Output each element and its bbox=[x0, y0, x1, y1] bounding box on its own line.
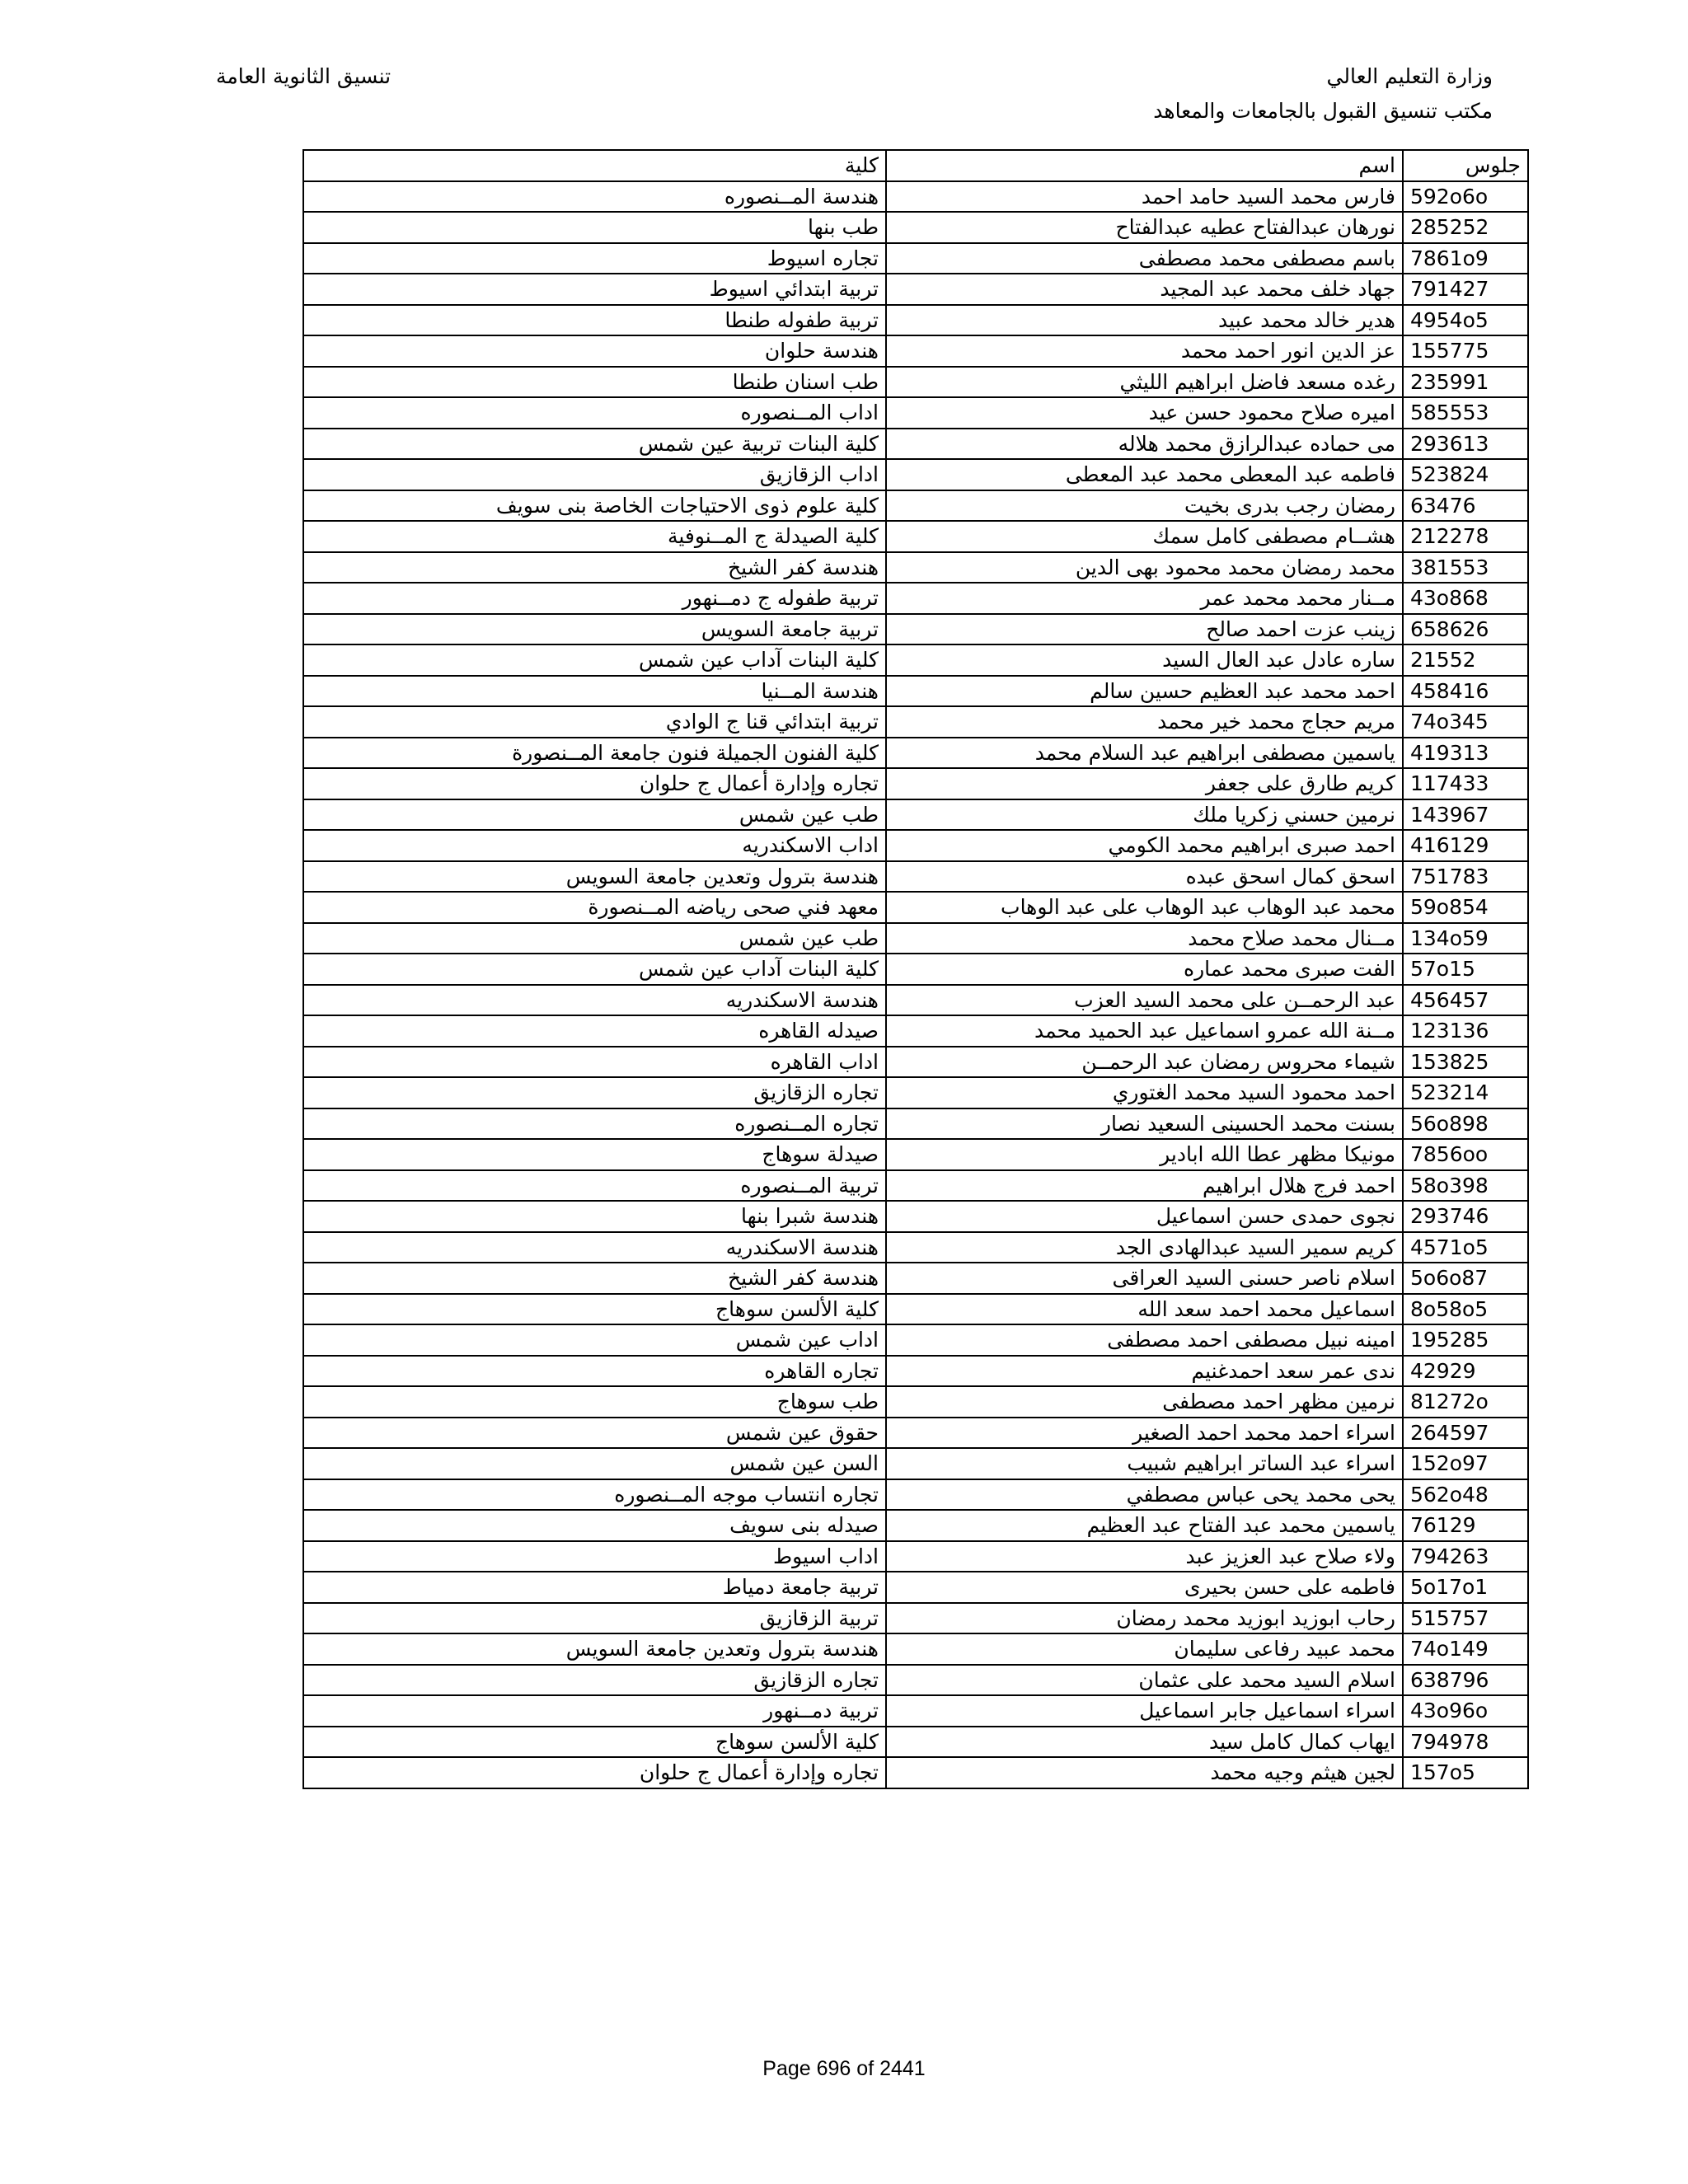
faculty-cell: هندسة حلوان bbox=[303, 335, 886, 367]
table-row bbox=[303, 1047, 1528, 1078]
seat-number-cell: 456457 bbox=[1403, 985, 1528, 1016]
faculty-cell: هندسة الاسكندريه bbox=[303, 1232, 886, 1263]
name-cell: مــنار محمد محمد عمر bbox=[886, 583, 1403, 614]
name-cell: رحاب ابوزيد ابوزيد محمد رمضان bbox=[886, 1603, 1403, 1634]
table-row bbox=[303, 954, 1528, 985]
table-row bbox=[303, 1479, 1528, 1511]
faculty-cell: كلية علوم ذوى الاحتياجات الخاصة بنى سويف bbox=[303, 490, 886, 522]
faculty-cell: تجاره الزقازيق bbox=[303, 1077, 886, 1108]
name-cell: محمد عبد الوهاب عبد الوهاب على عبد الوهاب bbox=[886, 892, 1403, 923]
name-cell: باسم مصطفى محمد مصطفى bbox=[886, 243, 1403, 274]
name-cell: رمضان رجب بدرى بخيت bbox=[886, 490, 1403, 522]
faculty-cell: تربية طفوله طنطا bbox=[303, 305, 886, 336]
table-row bbox=[303, 1633, 1528, 1665]
faculty-cell: تجاره الزقازيق bbox=[303, 1665, 886, 1696]
seat-number-cell: 293613 bbox=[1403, 429, 1528, 460]
faculty-cell: تربية المــنصوره bbox=[303, 1170, 886, 1202]
seat-number-cell: 7861o9 bbox=[1403, 243, 1528, 274]
table-row bbox=[303, 799, 1528, 831]
faculty-cell: تجاره المــنصوره bbox=[303, 1108, 886, 1140]
name-cell: ايهاب كمال كامل سيد bbox=[886, 1727, 1403, 1758]
name-cell: زينب عزت احمد صالح bbox=[886, 614, 1403, 645]
table-row bbox=[303, 1263, 1528, 1294]
seat-number-cell: 523824 bbox=[1403, 459, 1528, 490]
table-row bbox=[303, 768, 1528, 799]
faculty-cell: طب عين شمس bbox=[303, 923, 886, 954]
name-cell: ياسمين مصطفى ابراهيم عبد السلام محمد bbox=[886, 738, 1403, 769]
seat-number-cell: 74o149 bbox=[1403, 1633, 1528, 1665]
seat-number-cell: 523214 bbox=[1403, 1077, 1528, 1108]
name-cell: هشــام مصطفى كامل سمك bbox=[886, 521, 1403, 552]
faculty-cell: تربية جامعة السويس bbox=[303, 614, 886, 645]
name-cell: اسماعيل محمد احمد سعد الله bbox=[886, 1294, 1403, 1325]
seat-number-cell: 638796 bbox=[1403, 1665, 1528, 1696]
name-cell: احمد فرج هلال ابراهيم bbox=[886, 1170, 1403, 1202]
name-cell: عز الدين انور احمد محمد bbox=[886, 335, 1403, 367]
seat-number-cell: 8o58o5 bbox=[1403, 1294, 1528, 1325]
seat-number-cell: 515757 bbox=[1403, 1603, 1528, 1634]
name-cell: ساره عادل عبد العال السيد bbox=[886, 644, 1403, 676]
name-cell: اسراء اسماعيل جابر اسماعيل bbox=[886, 1695, 1403, 1727]
name-cell: احمد صبرى ابراهيم محمد الكومي bbox=[886, 830, 1403, 861]
seat-number-cell: 212278 bbox=[1403, 521, 1528, 552]
faculty-cell: تربية الزقازيق bbox=[303, 1603, 886, 1634]
table-row bbox=[303, 397, 1528, 429]
table-row bbox=[303, 1139, 1528, 1170]
faculty-cell: حقوق عين شمس bbox=[303, 1418, 886, 1449]
name-cell: امينه نبيل مصطفى احمد مصطفى bbox=[886, 1324, 1403, 1356]
table-row bbox=[303, 1232, 1528, 1263]
seat-number-cell: 562o48 bbox=[1403, 1479, 1528, 1511]
coordination-title: تنسيق الثانوية العامة bbox=[216, 64, 392, 88]
seat-number-cell: 153825 bbox=[1403, 1047, 1528, 1078]
ministry-title: وزارة التعليم العالي bbox=[1326, 64, 1493, 88]
table-row bbox=[303, 1015, 1528, 1047]
seat-number-cell: 751783 bbox=[1403, 861, 1528, 893]
seat-number-cell: 381553 bbox=[1403, 552, 1528, 583]
seat-number-cell: 458416 bbox=[1403, 676, 1528, 707]
name-cell: احمد محمود السيد محمد الغتوري bbox=[886, 1077, 1403, 1108]
seat-number-cell: 76129 bbox=[1403, 1510, 1528, 1541]
name-cell: اميره صلاح محمود حسن عيد bbox=[886, 397, 1403, 429]
faculty-cell: هندسة كفر الشيخ bbox=[303, 1263, 886, 1294]
table-row bbox=[303, 181, 1528, 213]
seat-number-cell: 791427 bbox=[1403, 274, 1528, 305]
seat-number-cell: 4571o5 bbox=[1403, 1232, 1528, 1263]
faculty-cell: كلية البنات آداب عين شمس bbox=[303, 954, 886, 985]
seat-number-cell: 419313 bbox=[1403, 738, 1528, 769]
table-row bbox=[303, 490, 1528, 522]
admissions-table bbox=[302, 149, 1529, 1789]
table-row bbox=[303, 861, 1528, 893]
faculty-cell: هندسة بترول وتعدين جامعة السويس bbox=[303, 1633, 886, 1665]
faculty-cell: تجاره انتساب موجه المــنصوره bbox=[303, 1479, 886, 1511]
name-cell: اسلام السيد محمد على عثمان bbox=[886, 1665, 1403, 1696]
table-row bbox=[303, 1386, 1528, 1418]
faculty-cell: كلية البنات آداب عين شمس bbox=[303, 644, 886, 676]
table-row bbox=[303, 1418, 1528, 1449]
faculty-cell: صيدله القاهره bbox=[303, 1015, 886, 1047]
name-cell: محمد رمضان محمد محمود بهى الدين bbox=[886, 552, 1403, 583]
seat-number-cell: 285252 bbox=[1403, 212, 1528, 243]
table-row bbox=[303, 274, 1528, 305]
seat-number-cell: 117433 bbox=[1403, 768, 1528, 799]
table-row bbox=[303, 1108, 1528, 1140]
seat-number-cell: 21552 bbox=[1403, 644, 1528, 676]
faculty-cell: اداب اسيوط bbox=[303, 1541, 886, 1572]
table-row bbox=[303, 706, 1528, 738]
table-row bbox=[303, 1695, 1528, 1727]
faculty-cell: هندسة شبرا بنها bbox=[303, 1201, 886, 1232]
table-row bbox=[303, 243, 1528, 274]
table-row bbox=[303, 1356, 1528, 1387]
name-cell: نورهان عبدالفتاح عطيه عبدالفتاح bbox=[886, 212, 1403, 243]
table-row bbox=[303, 583, 1528, 614]
faculty-cell: تربية طفوله ج دمــنهور bbox=[303, 583, 886, 614]
name-cell: رغده مسعد فاضل ابراهيم الليثي bbox=[886, 367, 1403, 398]
faculty-cell: اداب المــنصوره bbox=[303, 397, 886, 429]
name-cell: بسنت محمد الحسينى السعيد نصار bbox=[886, 1108, 1403, 1140]
name-cell: احمد محمد عبد العظيم حسين سالم bbox=[886, 676, 1403, 707]
seat-number-cell: 658626 bbox=[1403, 614, 1528, 645]
name-cell: فارس محمد السيد حامد احمد bbox=[886, 181, 1403, 213]
table-row bbox=[303, 676, 1528, 707]
table-row bbox=[303, 429, 1528, 460]
table-row bbox=[303, 644, 1528, 676]
name-cell: اسلام ناصر حسنى السيد العراقى bbox=[886, 1263, 1403, 1294]
faculty-cell: اداب الاسكندريه bbox=[303, 830, 886, 861]
table-row bbox=[303, 985, 1528, 1016]
seat-number-cell: 57o15 bbox=[1403, 954, 1528, 985]
table-row bbox=[303, 923, 1528, 954]
faculty-cell: كلية الألسن سوهاج bbox=[303, 1294, 886, 1325]
name-cell: هدير خالد محمد عبيد bbox=[886, 305, 1403, 336]
faculty-cell: هندسة المــنيا bbox=[303, 676, 886, 707]
table-row bbox=[303, 1448, 1528, 1479]
seat-number-cell: 195285 bbox=[1403, 1324, 1528, 1356]
faculty-cell: تربية ابتدائي قنا ج الوادي bbox=[303, 706, 886, 738]
faculty-cell: كلية البنات تربية عين شمس bbox=[303, 429, 886, 460]
name-cell: كريم سمير السيد عبدالهادى الجد bbox=[886, 1232, 1403, 1263]
seat-number-cell: 5o6o87 bbox=[1403, 1263, 1528, 1294]
table-row bbox=[303, 738, 1528, 769]
seat-number-cell: 264597 bbox=[1403, 1418, 1528, 1449]
seat-number-cell: 58o398 bbox=[1403, 1170, 1528, 1202]
seat-number-cell: 143967 bbox=[1403, 799, 1528, 831]
document-header bbox=[1153, 59, 1493, 129]
seat-number-cell: 592o6o bbox=[1403, 181, 1528, 213]
name-cell: مــنة الله عمرو اسماعيل عبد الحميد محمد bbox=[886, 1015, 1403, 1047]
table-row bbox=[303, 459, 1528, 490]
table-row bbox=[303, 614, 1528, 645]
table-header-row bbox=[303, 150, 1528, 181]
column-header-name: اسم bbox=[886, 150, 1403, 181]
seat-number-cell: 63476 bbox=[1403, 490, 1528, 522]
table-row bbox=[303, 552, 1528, 583]
faculty-cell: تربية دمــنهور bbox=[303, 1695, 886, 1727]
seat-number-cell: 152o97 bbox=[1403, 1448, 1528, 1479]
table-row bbox=[303, 1510, 1528, 1541]
name-cell: شيماء محروس رمضان عبد الرحمــن bbox=[886, 1047, 1403, 1078]
office-title: مكتب تنسيق القبول بالجامعات والمعاهد bbox=[1153, 99, 1493, 123]
seat-number-cell: 293746 bbox=[1403, 1201, 1528, 1232]
faculty-cell: تجاره وإدارة أعمال ج حلوان bbox=[303, 768, 886, 799]
seat-number-cell: 42929 bbox=[1403, 1356, 1528, 1387]
seat-number-cell: 794263 bbox=[1403, 1541, 1528, 1572]
faculty-cell: هندسة بترول وتعدين جامعة السويس bbox=[303, 861, 886, 893]
name-cell: فاطمه على حسن بحيرى bbox=[886, 1572, 1403, 1603]
column-header-faculty: كلية bbox=[303, 150, 886, 181]
seat-number-cell: 81272o bbox=[1403, 1386, 1528, 1418]
seat-number-cell: 123136 bbox=[1403, 1015, 1528, 1047]
faculty-cell: اداب الزقازيق bbox=[303, 459, 886, 490]
seat-number-cell: 4954o5 bbox=[1403, 305, 1528, 336]
name-cell: مونيكا مظهر عطا الله ابادير bbox=[886, 1139, 1403, 1170]
table-row bbox=[303, 1294, 1528, 1325]
name-cell: مى حماده عبدالرازق محمد هلاله bbox=[886, 429, 1403, 460]
faculty-cell: تجاره اسيوط bbox=[303, 243, 886, 274]
name-cell: عبد الرحمــن على محمد السيد العزب bbox=[886, 985, 1403, 1016]
faculty-cell: كلية الألسن سوهاج bbox=[303, 1727, 886, 1758]
name-cell: ندى عمر سعد احمدغنيم bbox=[886, 1356, 1403, 1387]
name-cell: نرمين حسني زكريا ملك bbox=[886, 799, 1403, 831]
table-row bbox=[303, 305, 1528, 336]
name-cell: كريم طارق على جعفر bbox=[886, 768, 1403, 799]
table-row bbox=[303, 1572, 1528, 1603]
table-row bbox=[303, 1170, 1528, 1202]
faculty-cell: كلية الصيدلة ج المــنوفية bbox=[303, 521, 886, 552]
faculty-cell: اداب عين شمس bbox=[303, 1324, 886, 1356]
faculty-cell: هندسة المــنصوره bbox=[303, 181, 886, 213]
name-cell: اسحق كمال اسحق عبده bbox=[886, 861, 1403, 893]
seat-number-cell: 416129 bbox=[1403, 830, 1528, 861]
name-cell: ولاء صلاح عبد العزيز عبد bbox=[886, 1541, 1403, 1572]
seat-number-cell: 585553 bbox=[1403, 397, 1528, 429]
name-cell: اسراء عبد الساتر ابراهيم شبيب bbox=[886, 1448, 1403, 1479]
table-body bbox=[303, 181, 1528, 1788]
name-cell: لجين هيثم وجيه محمد bbox=[886, 1757, 1403, 1788]
faculty-cell: طب عين شمس bbox=[303, 799, 886, 831]
seat-number-cell: 235991 bbox=[1403, 367, 1528, 398]
table-row bbox=[303, 335, 1528, 367]
table-row bbox=[303, 830, 1528, 861]
seat-number-cell: 134o59 bbox=[1403, 923, 1528, 954]
table-row bbox=[303, 1201, 1528, 1232]
table-row bbox=[303, 1757, 1528, 1788]
table-row bbox=[303, 521, 1528, 552]
table-row bbox=[303, 212, 1528, 243]
name-cell: نجوى حمدى حسن اسماعيل bbox=[886, 1201, 1403, 1232]
faculty-cell: هندسة الاسكندريه bbox=[303, 985, 886, 1016]
name-cell: محمد عبيد رفاعى سليمان bbox=[886, 1633, 1403, 1665]
faculty-cell: طب بنها bbox=[303, 212, 886, 243]
name-cell: مــنال محمد صلاح محمد bbox=[886, 923, 1403, 954]
table-row bbox=[303, 1665, 1528, 1696]
faculty-cell: تربية جامعة دمياط bbox=[303, 1572, 886, 1603]
table-row bbox=[303, 1603, 1528, 1634]
faculty-cell: تربية ابتدائي اسيوط bbox=[303, 274, 886, 305]
faculty-cell: تجاره وإدارة أعمال ج حلوان bbox=[303, 1757, 886, 1788]
faculty-cell: تجاره القاهره bbox=[303, 1356, 886, 1387]
seat-number-cell: 59o854 bbox=[1403, 892, 1528, 923]
faculty-cell: معهد فني صحى رياضه المــنصورة bbox=[303, 892, 886, 923]
column-header-seat: جلوس bbox=[1403, 150, 1528, 181]
table-row bbox=[303, 1727, 1528, 1758]
faculty-cell: هندسة كفر الشيخ bbox=[303, 552, 886, 583]
seat-number-cell: 157o5 bbox=[1403, 1757, 1528, 1788]
name-cell: اسراء احمد محمد احمد الصغير bbox=[886, 1418, 1403, 1449]
faculty-cell: طب سوهاج bbox=[303, 1386, 886, 1418]
table-row bbox=[303, 1077, 1528, 1108]
seat-number-cell: 7856oo bbox=[1403, 1139, 1528, 1170]
name-cell: مريم حجاج محمد خير محمد bbox=[886, 706, 1403, 738]
table-row bbox=[303, 892, 1528, 923]
table-row bbox=[303, 1541, 1528, 1572]
seat-number-cell: 43o96o bbox=[1403, 1695, 1528, 1727]
seat-number-cell: 794978 bbox=[1403, 1727, 1528, 1758]
faculty-cell: كلية الفنون الجميلة فنون جامعة المــنصورة bbox=[303, 738, 886, 769]
faculty-cell: السن عين شمس bbox=[303, 1448, 886, 1479]
faculty-cell: صيدله بنى سويف bbox=[303, 1510, 886, 1541]
name-cell: ياسمين محمد عبد الفتاح عبد العظيم bbox=[886, 1510, 1403, 1541]
name-cell: نرمين مظهر احمد مصطفى bbox=[886, 1386, 1403, 1418]
name-cell: فاطمه عبد المعطى محمد عبد المعطى bbox=[886, 459, 1403, 490]
name-cell: جهاد خلف محمد عبد المجيد bbox=[886, 274, 1403, 305]
faculty-cell: صيدلة سوهاج bbox=[303, 1139, 886, 1170]
faculty-cell: طب اسنان طنطا bbox=[303, 367, 886, 398]
table-row bbox=[303, 1324, 1528, 1356]
table-row bbox=[303, 367, 1528, 398]
name-cell: يحى محمد يحى عباس مصطفي bbox=[886, 1479, 1403, 1511]
page-number: Page 696 of 2441 bbox=[762, 2057, 926, 2080]
seat-number-cell: 74o345 bbox=[1403, 706, 1528, 738]
seat-number-cell: 43o868 bbox=[1403, 583, 1528, 614]
faculty-cell: اداب القاهره bbox=[303, 1047, 886, 1078]
seat-number-cell: 155775 bbox=[1403, 335, 1528, 367]
seat-number-cell: 56o898 bbox=[1403, 1108, 1528, 1140]
name-cell: الفت صبرى محمد عماره bbox=[886, 954, 1403, 985]
seat-number-cell: 5o17o1 bbox=[1403, 1572, 1528, 1603]
